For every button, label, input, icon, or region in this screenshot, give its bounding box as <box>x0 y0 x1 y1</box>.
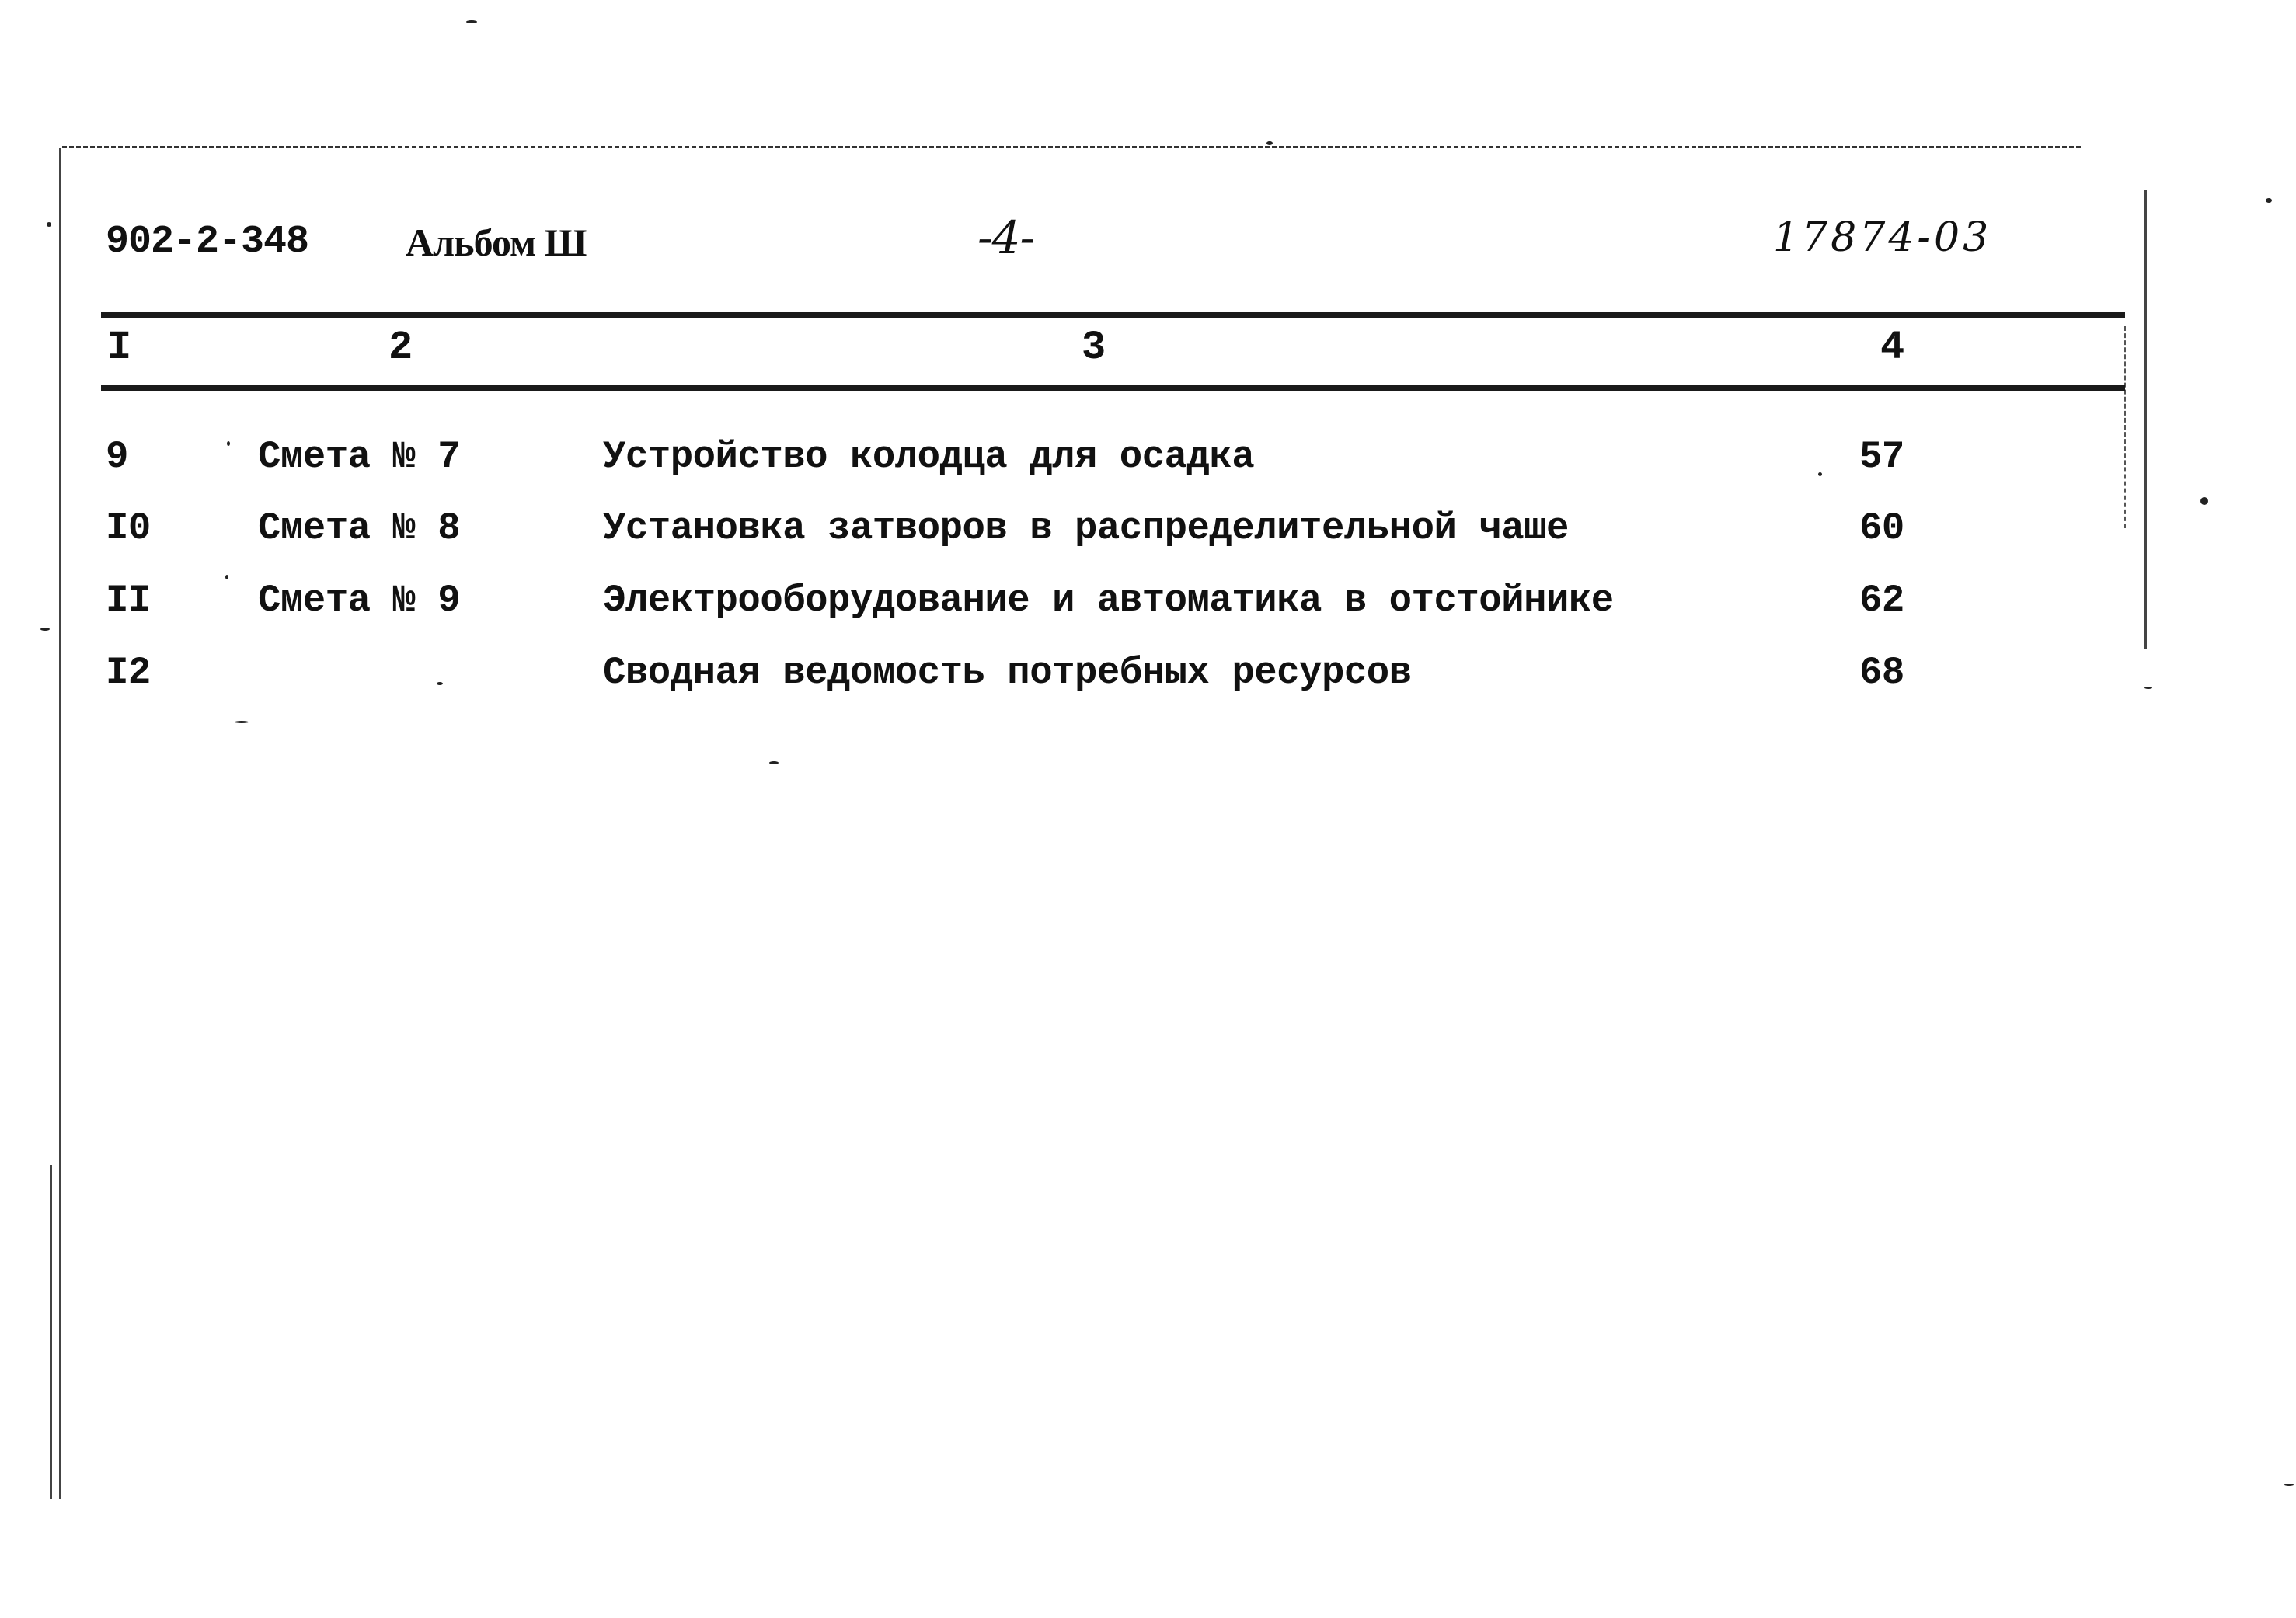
item-description: Устройство колодца для осадка <box>603 435 1255 478</box>
item-description: Сводная ведомость потребных ресурсов <box>603 651 1412 694</box>
item-description: Установка затворов в распределительной чаше <box>603 506 1569 550</box>
scan-speck <box>225 575 228 579</box>
document-code: 902-2-348 <box>106 220 309 264</box>
column-number-2: 2 <box>388 325 413 371</box>
scan-speck <box>40 628 50 631</box>
item-description: Электрооборудование и автоматика в отстойнике <box>603 579 1614 622</box>
estimate-reference: Смета № 7 <box>258 435 461 478</box>
column-number-4: 4 <box>1880 325 1905 371</box>
column-number-1: I <box>107 325 132 371</box>
scan-speck <box>466 20 477 23</box>
scan-speck <box>769 761 779 764</box>
scan-speck <box>2144 687 2152 689</box>
frame-right-inner-border <box>2124 326 2126 528</box>
row-number: I2 <box>106 651 151 694</box>
page-reference: 68 <box>1859 651 1904 694</box>
table-row <box>0 651 2296 713</box>
page-number: -4- <box>977 211 1035 264</box>
scan-speck <box>2200 497 2208 505</box>
row-number: I0 <box>106 506 151 550</box>
scan-speck <box>235 721 249 723</box>
scan-speck <box>2266 198 2272 203</box>
row-number: II <box>106 579 151 622</box>
scan-speck <box>227 441 230 446</box>
scan-speck <box>1266 141 1273 145</box>
page-reference: 62 <box>1859 579 1904 622</box>
scan-speck <box>437 682 443 685</box>
archive-number: 17874-03 <box>1773 214 1992 261</box>
scan-speck <box>47 222 51 227</box>
estimate-reference: Смета № 8 <box>258 506 461 550</box>
table-header-top-rule <box>101 312 2125 318</box>
table-header-bottom-rule <box>101 385 2125 391</box>
frame-left-border <box>59 148 61 1499</box>
table-row <box>0 506 2296 569</box>
frame-left-border-lower <box>50 1165 52 1499</box>
estimate-reference: Смета № 9 <box>258 579 461 622</box>
scan-speck <box>2284 1484 2294 1486</box>
frame-top-border <box>62 146 2081 148</box>
page-reference: 60 <box>1859 506 1904 550</box>
table-row <box>0 435 2296 497</box>
album-label: Альбом Ш <box>406 221 587 264</box>
table-row <box>0 579 2296 641</box>
column-number-3: 3 <box>1082 325 1106 371</box>
row-number: 9 <box>106 435 128 478</box>
scan-speck <box>1818 472 1822 476</box>
page-reference: 57 <box>1859 435 1904 478</box>
